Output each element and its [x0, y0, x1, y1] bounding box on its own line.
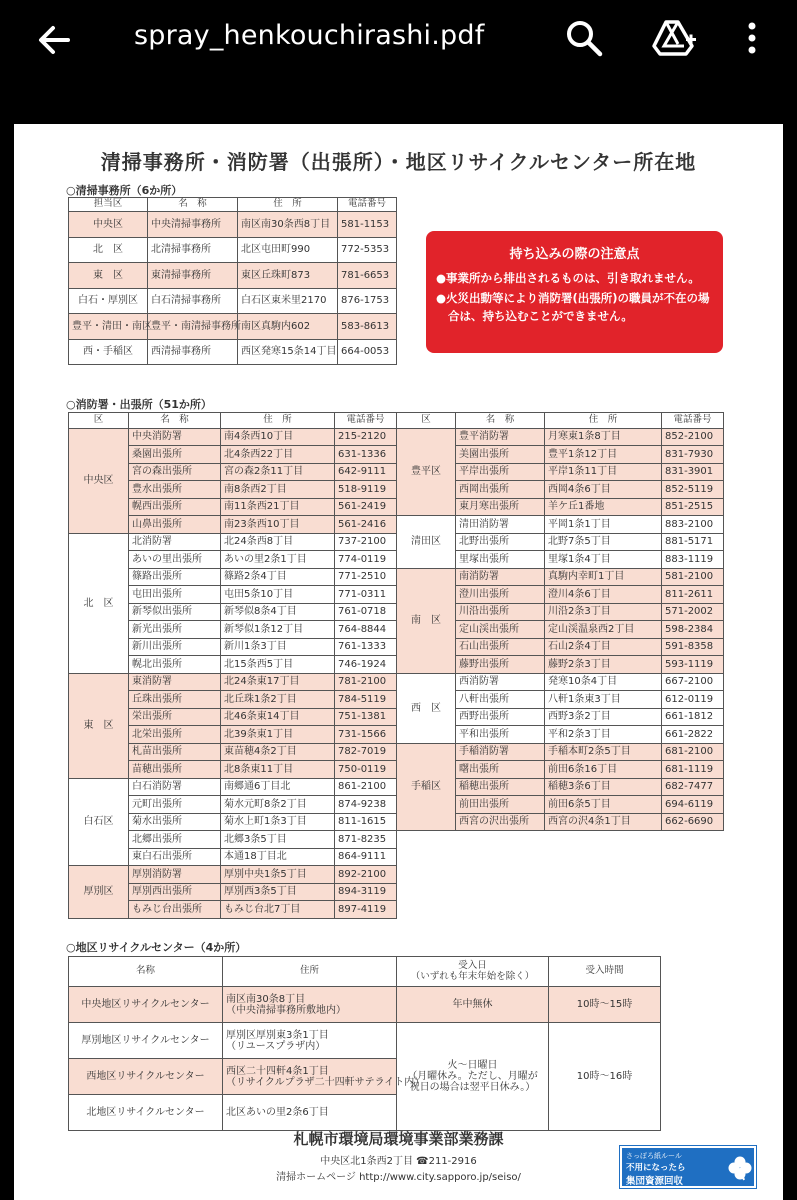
phone-cell: 874-9238	[335, 796, 397, 814]
fire-station-table-right	[396, 412, 724, 831]
notice-title: 持ち込みの際の注意点	[509, 247, 640, 262]
address-cell: 屯田5条10丁目	[221, 586, 335, 604]
address-cell: 里塚1条4丁目	[545, 551, 662, 569]
station-name-cell: 栄出張所	[129, 708, 221, 726]
phone-cell: 215-2120	[335, 428, 397, 446]
phone-cell: 861-2100	[335, 778, 397, 796]
clover-icon	[726, 1154, 754, 1182]
address-cell: 新川1条3丁目	[221, 638, 335, 656]
station-name-cell: 八軒出張所	[456, 691, 545, 709]
phone-cell: 581-2100	[662, 568, 724, 586]
address-cell: 南11条西21丁目	[221, 498, 335, 516]
station-name-cell: 北消防署	[129, 533, 221, 551]
station-name-cell: 西宮の沢出張所	[456, 813, 545, 831]
address-line: 南区南30条8丁目	[226, 993, 306, 1005]
phone-cell: 892-2100	[335, 866, 397, 884]
ward-cell: 清田区	[397, 516, 456, 569]
ward-cell: 東 区	[69, 263, 148, 289]
address-cell: 前田6条5丁目	[545, 796, 662, 814]
phone-cell: 883-2100	[662, 516, 724, 534]
address-cell: 澄川4条6丁目	[545, 586, 662, 604]
phone-cell: 781-6653	[338, 263, 397, 289]
station-name-cell: 白石消防署	[129, 778, 221, 796]
footer-org: 札幌市環境局環境事業部業務課	[293, 1130, 504, 1148]
table-row	[69, 237, 397, 263]
address-cell: 菊水元町8条2丁目	[221, 796, 335, 814]
ward-cell: 手稲区	[397, 743, 456, 831]
phone-cell: 894-3119	[335, 883, 397, 901]
column-header	[397, 957, 549, 987]
office-name-cell: 西清掃事務所	[148, 339, 238, 365]
phone-cell: 681-2100	[662, 743, 724, 761]
ward-cell: 豊平・清田・南区	[69, 314, 148, 340]
table-row	[397, 743, 724, 761]
table-row	[69, 866, 397, 884]
address-cell: 藤野2条3丁目	[545, 656, 662, 674]
phone-cell: 731-1566	[335, 726, 397, 744]
address-cell: 発寒10条4丁目	[545, 673, 662, 691]
table-row	[397, 516, 724, 534]
station-name-cell: 川沿出張所	[456, 603, 545, 621]
phone-cell: 864-9111	[335, 848, 397, 866]
column-header: 電話番号	[335, 413, 397, 429]
more-options-icon[interactable]	[742, 18, 762, 58]
table-row	[69, 288, 397, 314]
phone-cell: 561-2419	[335, 498, 397, 516]
address-cell: 西区発寒15条14丁目	[238, 339, 338, 365]
address-cell: 西岡4条6丁目	[545, 481, 662, 499]
address-cell: 平岸1条11丁目	[545, 463, 662, 481]
phone-cell: 811-1615	[335, 813, 397, 831]
recycling-badge	[620, 1146, 756, 1188]
phone-cell: 811-2611	[662, 586, 724, 604]
address-cell: 八軒1条東3丁目	[545, 691, 662, 709]
station-name-cell: 北郷出張所	[129, 831, 221, 849]
table-header-row	[69, 957, 661, 987]
ward-cell: 中央区	[69, 212, 148, 238]
table-row	[69, 778, 397, 796]
hours-cell: 10時～16時	[549, 1023, 661, 1131]
phone-cell: 831-3901	[662, 463, 724, 481]
phone-cell: 871-8235	[335, 831, 397, 849]
ward-cell: 南 区	[397, 568, 456, 673]
document-title: spray_henkouchirashi.pdf	[134, 20, 485, 51]
column-header: 名 称	[148, 198, 238, 212]
station-name-cell: 山鼻出張所	[129, 516, 221, 534]
station-name-cell: 新琴似出張所	[129, 603, 221, 621]
address-cell: 前田6条16丁目	[545, 761, 662, 779]
column-header: 名 称	[129, 413, 221, 429]
address-cell: もみじ台北7丁目	[221, 901, 335, 919]
address-cell: 羊ケ丘1番地	[545, 498, 662, 516]
station-name-cell: 藤野出張所	[456, 656, 545, 674]
phone-cell: 682-7477	[662, 778, 724, 796]
station-name-cell: 苗穂出張所	[129, 761, 221, 779]
ward-cell: 豊平区	[397, 428, 456, 516]
phone-cell: 852-5119	[662, 481, 724, 499]
table-header-row	[69, 413, 397, 429]
phone-cell: 883-1119	[662, 551, 724, 569]
column-header: 住 所	[221, 413, 335, 429]
phone-cell: 781-2100	[335, 673, 397, 691]
column-header: 受入時間	[549, 957, 661, 987]
footer-address: 中央区北1条西2丁目 ☎211-2916	[320, 1156, 477, 1167]
address-cell: 月寒東1条8丁目	[545, 428, 662, 446]
phone-cell: 598-2384	[662, 621, 724, 639]
column-header: 区	[69, 413, 129, 429]
recycle-heading: ○地区リサイクルセンター（4か所）	[66, 941, 247, 954]
phone-cell: 667-2100	[662, 673, 724, 691]
address-cell: 厚別中央1条5丁目	[221, 866, 335, 884]
station-name-cell: 東白石出張所	[129, 848, 221, 866]
table-row	[69, 673, 397, 691]
station-name-cell: 北栄出張所	[129, 726, 221, 744]
phone-cell: 772-5353	[338, 237, 397, 263]
phone-cell: 764-8844	[335, 621, 397, 639]
station-name-cell: 里塚出張所	[456, 551, 545, 569]
address-cell: 本通18丁目北	[221, 848, 335, 866]
phone-cell: 571-2002	[662, 603, 724, 621]
address-cell: 南23条西10丁目	[221, 516, 335, 534]
station-name-cell: 南消防署	[456, 568, 545, 586]
table-row	[69, 533, 397, 551]
address-cell	[223, 1023, 397, 1059]
phone-cell: 851-2515	[662, 498, 724, 516]
address-cell: 西宮の沢4条1丁目	[545, 813, 662, 831]
address-cell: 東苗穂4条2丁目	[221, 743, 335, 761]
phone-cell: 876-1753	[338, 288, 397, 314]
address-cell: 北24条西8丁目	[221, 533, 335, 551]
station-name-cell: 豊平消防署	[456, 428, 545, 446]
phone-cell: 897-4119	[335, 901, 397, 919]
days-line: 火～日曜日	[447, 1060, 498, 1071]
address-cell: 北39条東1丁目	[221, 726, 335, 744]
ward-cell: 北 区	[69, 533, 129, 673]
address-cell: 菊水上町1条3丁目	[221, 813, 335, 831]
phone-cell: 662-6690	[662, 813, 724, 831]
phone-cell: 751-1381	[335, 708, 397, 726]
station-name-cell: 新光出張所	[129, 621, 221, 639]
address-cell: 北8条東11丁目	[221, 761, 335, 779]
station-name-cell: 手稲消防署	[456, 743, 545, 761]
phone-cell: 694-6119	[662, 796, 724, 814]
days-note: （月曜休み。ただし、月曜が	[407, 1071, 538, 1082]
address-cell: 宮の森2条11丁目	[221, 463, 335, 481]
station-name-cell: 菊水出張所	[129, 813, 221, 831]
station-name-cell: 平岸出張所	[456, 463, 545, 481]
address-cell: 北46条東14丁目	[221, 708, 335, 726]
station-name-cell: 稲穂出張所	[456, 778, 545, 796]
station-name-cell: 丘珠出張所	[129, 691, 221, 709]
ward-cell: 西 区	[397, 673, 456, 743]
station-name-cell: 厚別消防署	[129, 866, 221, 884]
address-cell: あいの里2条1丁目	[221, 551, 335, 569]
station-name-cell: 元町出張所	[129, 796, 221, 814]
phone-cell: 746-1924	[335, 656, 397, 674]
station-name-cell: 中央消防署	[129, 428, 221, 446]
station-name-cell: 西岡出張所	[456, 481, 545, 499]
header-line: （いずれも年末年始を除く）	[410, 970, 535, 982]
header-line: 受入日	[458, 960, 487, 972]
phone-cell: 761-0718	[335, 603, 397, 621]
phone-cell: 642-9111	[335, 463, 397, 481]
phone-cell: 681-1119	[662, 761, 724, 779]
station-name-cell: 幌西出張所	[129, 498, 221, 516]
office-name-cell: 中央清掃事務所	[148, 212, 238, 238]
table-header-row	[69, 198, 397, 212]
hours-cell: 10時～15時	[549, 987, 661, 1023]
phone-cell: 784-5119	[335, 691, 397, 709]
phone-cell: 661-2822	[662, 726, 724, 744]
phone-cell: 771-2510	[335, 568, 397, 586]
column-header: 電話番号	[662, 413, 724, 429]
address-cell: 豊平1条12丁目	[545, 446, 662, 464]
days-note: 祝日の場合は翌平日休み。）	[409, 1082, 536, 1093]
station-name-cell: 曙出張所	[456, 761, 545, 779]
address-note: （リサイクルプラザ二十四軒サテライト内）	[226, 1076, 425, 1088]
address-cell: 手稲本町2条5丁目	[545, 743, 662, 761]
column-header: 電話番号	[338, 198, 397, 212]
address-cell	[223, 987, 397, 1023]
add-to-drive-icon[interactable]	[652, 18, 698, 58]
notice-item: ●火災出動等により消防署(出張所)の職員が不在の場合は、持ち込むことができません。	[436, 290, 710, 323]
address-cell: 平和2条3丁目	[545, 726, 662, 744]
station-name-cell: もみじ台出張所	[129, 901, 221, 919]
address-cell: 厚別西3条5丁目	[221, 883, 335, 901]
station-name-cell: あいの里出張所	[129, 551, 221, 569]
address-cell: 稲穂3条6丁目	[545, 778, 662, 796]
phone-cell: 583-8613	[338, 314, 397, 340]
table-row	[69, 263, 397, 289]
office-name-cell: 東清掃事務所	[148, 263, 238, 289]
address-note: （リユースプラザ内）	[226, 1040, 326, 1052]
page-title: 清掃事務所・消防署（出張所）・地区リサイクルセンター所在地	[100, 150, 697, 174]
station-name-cell: 篠路出張所	[129, 568, 221, 586]
address-cell	[223, 1095, 397, 1131]
column-header: 住 所	[238, 198, 338, 212]
station-name-cell: 前田出張所	[456, 796, 545, 814]
phone-cell: 631-1336	[335, 446, 397, 464]
footer-web: 清掃ホームページ http://www.city.sapporo.jp/seiso/	[276, 1172, 521, 1183]
table-row	[69, 987, 661, 1023]
column-header: 担当区	[69, 198, 148, 212]
address-cell: 平岡1条1丁目	[545, 516, 662, 534]
phone-cell: 771-0311	[335, 586, 397, 604]
station-name-cell: 西消防署	[456, 673, 545, 691]
cleaning-heading: ○清掃事務所（6か所）	[66, 184, 183, 197]
ward-cell: 白石・厚別区	[69, 288, 148, 314]
notice-item: ●事業所から排出されるものは、引き取れません。	[436, 271, 700, 285]
table-row	[69, 1023, 661, 1059]
badge-line1: さっぽろ紙ルール	[626, 1152, 682, 1160]
phone-cell: 518-9119	[335, 481, 397, 499]
address-line: 厚別区厚別東3条1丁目	[226, 1029, 329, 1041]
pdf-page[interactable]	[14, 124, 783, 1200]
station-name-cell: 西野出張所	[456, 708, 545, 726]
notice-box	[426, 231, 723, 353]
station-name-cell: 厚別西出張所	[129, 883, 221, 901]
phone-cell: 661-1812	[662, 708, 724, 726]
address-cell: 真駒内幸町1丁目	[545, 568, 662, 586]
address-cell: 新琴似8条4丁目	[221, 603, 335, 621]
ward-cell: 東 区	[69, 673, 129, 778]
station-name-cell: 澄川出張所	[456, 586, 545, 604]
table-row	[397, 568, 724, 586]
ward-cell: 北 区	[69, 237, 148, 263]
station-name-cell: 東消防署	[129, 673, 221, 691]
address-cell: 南4条西10丁目	[221, 428, 335, 446]
station-name-cell: 清田消防署	[456, 516, 545, 534]
column-header: 住所	[223, 957, 397, 987]
phone-cell: 591-8358	[662, 638, 724, 656]
table-row	[397, 428, 724, 446]
cleaning-office-table	[68, 197, 397, 365]
table-row	[69, 339, 397, 365]
center-name-cell: 厚別地区リサイクルセンター	[69, 1023, 223, 1059]
address-cell: 北4条西22丁目	[221, 446, 335, 464]
app-bar	[0, 0, 797, 78]
open-days-cell: 年中無休	[397, 987, 549, 1023]
station-name-cell: 平和出張所	[456, 726, 545, 744]
ward-cell: 厚別区	[69, 866, 129, 919]
table-row	[69, 212, 397, 238]
badge-line2: 不用になったら	[626, 1163, 686, 1173]
address-cell: 白石区東米里2170	[238, 288, 338, 314]
station-name-cell: 美園出張所	[456, 446, 545, 464]
address-line: 西区二十四軒4条1丁目	[226, 1065, 329, 1077]
address-cell: 北丘珠1条2丁目	[221, 691, 335, 709]
phone-cell: 664-0053	[338, 339, 397, 365]
address-cell: 定山渓温泉西2丁目	[545, 621, 662, 639]
center-name-cell: 北地区リサイクルセンター	[69, 1095, 223, 1131]
column-header: 名称	[69, 957, 223, 987]
address-cell: 南区真駒内602	[238, 314, 338, 340]
table-header-row	[397, 413, 724, 429]
address-cell: 北郷3条5丁目	[221, 831, 335, 849]
search-icon[interactable]	[564, 18, 604, 58]
station-name-cell: 東月寒出張所	[456, 498, 545, 516]
address-cell: 南8条西2丁目	[221, 481, 335, 499]
address-cell: 石山2条4丁目	[545, 638, 662, 656]
station-name-cell: 札苗出張所	[129, 743, 221, 761]
phone-cell: 774-0119	[335, 551, 397, 569]
phone-cell: 593-1119	[662, 656, 724, 674]
table-row	[397, 673, 724, 691]
phone-cell: 782-7019	[335, 743, 397, 761]
phone-cell: 852-2100	[662, 428, 724, 446]
table-row	[69, 428, 397, 446]
phone-cell: 750-0119	[335, 761, 397, 779]
address-cell: 北区屯田町990	[238, 237, 338, 263]
station-name-cell: 桑園出張所	[129, 446, 221, 464]
phone-cell: 761-1333	[335, 638, 397, 656]
station-name-cell: 新川出張所	[129, 638, 221, 656]
address-cell: 篠路2条4丁目	[221, 568, 335, 586]
office-name-cell: 北清掃事務所	[148, 237, 238, 263]
address-cell	[223, 1059, 425, 1095]
ward-cell: 白石区	[69, 778, 129, 866]
badge-line3: 集団資源回収	[626, 1176, 684, 1187]
center-name-cell: 中央地区リサイクルセンター	[69, 987, 223, 1023]
phone-cell: 881-5171	[662, 533, 724, 551]
ward-cell: 中央区	[69, 428, 129, 533]
address-cell: 南郷通6丁目北	[221, 778, 335, 796]
phone-cell: 831-7930	[662, 446, 724, 464]
column-header: 区	[397, 413, 456, 429]
address-cell: 新琴似1条12丁目	[221, 621, 335, 639]
recycle-center-table	[68, 956, 661, 1131]
station-name-cell: 宮の森出張所	[129, 463, 221, 481]
phone-cell: 581-1153	[338, 212, 397, 238]
column-header: 住 所	[545, 413, 662, 429]
station-name-cell: 北野出張所	[456, 533, 545, 551]
table-row	[69, 314, 397, 340]
address-cell: 南区南30条西8丁目	[238, 212, 338, 238]
phone-cell: 561-2416	[335, 516, 397, 534]
address-cell: 西野3条2丁目	[545, 708, 662, 726]
fire-station-table-left	[68, 412, 397, 919]
phone-cell: 737-2100	[335, 533, 397, 551]
address-cell: 北15条西5丁目	[221, 656, 335, 674]
center-name-cell: 西地区リサイクルセンター	[69, 1059, 223, 1095]
address-line: 北区あいの里2条6丁目	[226, 1107, 329, 1118]
address-cell: 川沿2条3丁目	[545, 603, 662, 621]
column-header: 名 称	[456, 413, 545, 429]
station-name-cell: 石山出張所	[456, 638, 545, 656]
address-cell: 北野7条5丁目	[545, 533, 662, 551]
fire-heading: ○消防署・出張所（51か所）	[66, 398, 212, 411]
station-name-cell: 幌北出張所	[129, 656, 221, 674]
office-name-cell: 豊平・南清掃事務所	[148, 314, 238, 340]
address-cell: 北24条東17丁目	[221, 673, 335, 691]
address-cell: 東区丘珠町873	[238, 263, 338, 289]
station-name-cell: 定山渓出張所	[456, 621, 545, 639]
station-name-cell: 屯田出張所	[129, 586, 221, 604]
phone-cell: 612-0119	[662, 691, 724, 709]
address-note: （中央清掃事務所敷地内）	[226, 1004, 346, 1016]
station-name-cell: 豊水出張所	[129, 481, 221, 499]
office-name-cell: 白石清掃事務所	[148, 288, 238, 314]
ward-cell: 西・手稲区	[69, 339, 148, 365]
back-arrow-icon[interactable]	[34, 20, 74, 60]
